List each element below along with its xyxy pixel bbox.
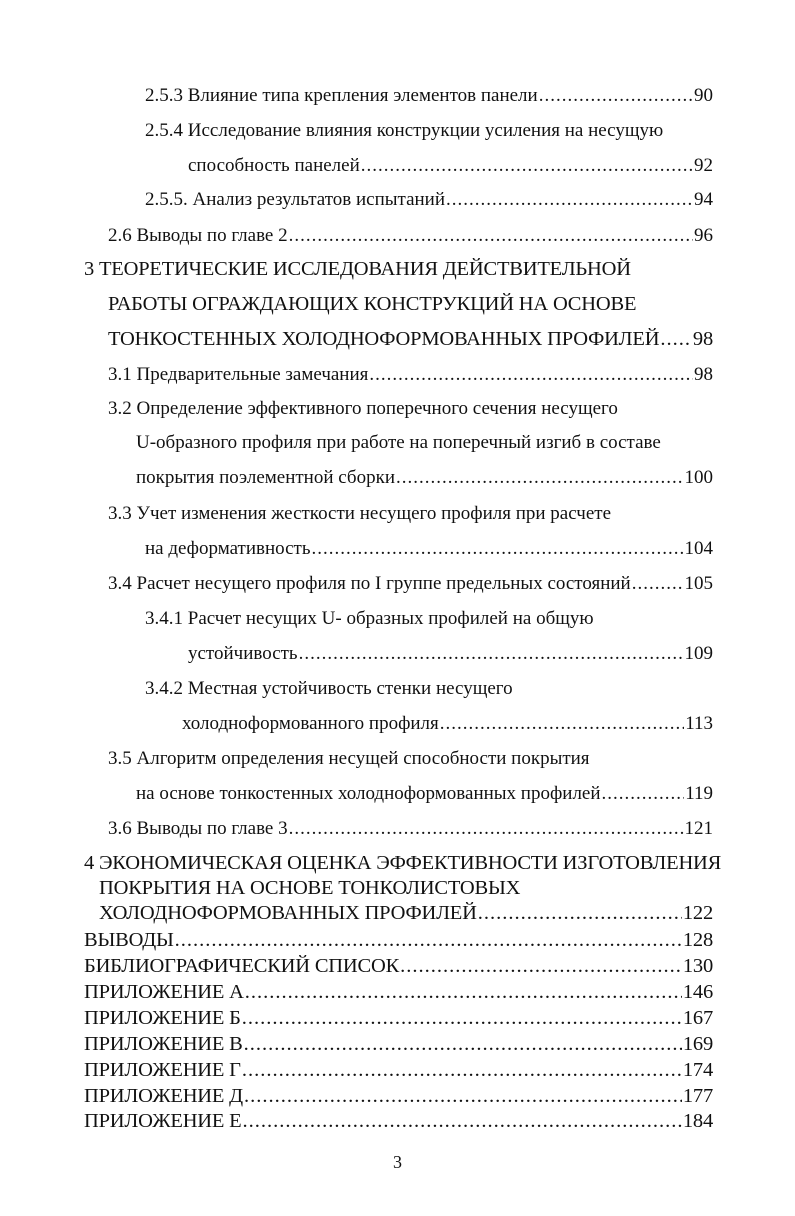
toc-entry-text: ПРИЛОЖЕНИЕ А — [84, 981, 244, 1003]
toc-entry-3-1 — [108, 364, 713, 386]
toc-page-number: 92 — [694, 155, 713, 176]
toc-entry-3-4-2-line1: 3.4.2 Местная устойчивость стенки несущего — [145, 678, 513, 699]
toc-entry-2-5-5 — [145, 189, 713, 211]
toc-appendix-b — [84, 1007, 713, 1029]
toc-page-number: 96 — [694, 225, 713, 246]
toc-page-number: 119 — [685, 783, 713, 804]
toc-entry-text: 2.5.3 Влияние типа крепления элементов панели — [145, 85, 538, 106]
toc-page-number: 130 — [682, 955, 713, 977]
toc-leader-dots — [400, 955, 682, 977]
toc-leader-dots — [244, 1033, 682, 1055]
toc-bibliography — [84, 955, 713, 977]
toc-page-number: 174 — [682, 1059, 713, 1081]
toc-entry-3-4-2 — [182, 713, 713, 735]
toc-entry-text: 3.6 Выводы по главе 3 — [108, 818, 288, 839]
toc-appendix-d — [84, 1085, 713, 1107]
toc-leader-dots — [539, 85, 693, 107]
toc-leader-dots — [446, 189, 693, 211]
toc-page-number: 169 — [682, 1033, 713, 1055]
toc-leader-dots — [632, 573, 684, 595]
toc-entry-3-2-line1: 3.2 Определение эффективного поперечного сечения несущего — [108, 398, 618, 419]
toc-page-number: 113 — [685, 713, 713, 734]
toc-entry-text: способность панелей — [188, 155, 360, 176]
toc-appendix-e — [84, 1110, 713, 1132]
toc-leader-dots — [602, 783, 685, 805]
toc-entry-text: ПРИЛОЖЕНИЕ Б — [84, 1007, 241, 1029]
toc-leader-dots — [244, 1085, 682, 1107]
toc-leader-dots — [289, 818, 684, 840]
toc-entry-text: ТОНКОСТЕННЫХ ХОЛОДНОФОРМОВАННЫХ ПРОФИЛЕЙ — [108, 328, 660, 350]
toc-leader-dots — [396, 467, 684, 489]
toc-page-number: 167 — [682, 1007, 713, 1029]
toc-appendix-g — [84, 1059, 713, 1081]
toc-entry-3-2 — [136, 467, 713, 489]
toc-page-number: 109 — [684, 643, 713, 664]
toc-leader-dots — [478, 902, 682, 924]
toc-entry-3-5 — [136, 783, 713, 805]
toc-entry-2-6 — [108, 225, 713, 247]
toc-leader-dots — [289, 225, 693, 247]
toc-page-number: 105 — [684, 573, 713, 594]
toc-entry-text: 2.6 Выводы по главе 2 — [108, 225, 288, 246]
toc-page-number: 100 — [684, 467, 713, 488]
toc-entry-text: покрытия поэлементной сборки — [136, 467, 395, 488]
toc-entry-text: 3.1 Предварительные замечания — [108, 364, 369, 385]
toc-entry-text: ПРИЛОЖЕНИЕ В — [84, 1033, 243, 1055]
toc-entry-3-2-line2: U-образного профиля при работе на поперечный изгиб в составе — [136, 432, 661, 453]
toc-leader-dots — [242, 1007, 682, 1029]
toc-chapter-3-line1: 3 ТЕОРЕТИЧЕСКИЕ ИССЛЕДОВАНИЯ ДЕЙСТВИТЕЛЬНОЙ — [84, 258, 631, 280]
toc-entry-3-3 — [145, 538, 713, 560]
toc-appendix-a — [84, 981, 713, 1003]
toc-chapter-3-line2: РАБОТЫ ОГРАЖДАЮЩИХ КОНСТРУКЦИЙ НА ОСНОВЕ — [108, 293, 637, 315]
toc-entry-text: 2.5.5. Анализ результатов испытаний — [145, 189, 446, 210]
toc-page-number: 177 — [682, 1085, 713, 1107]
toc-entry-3-4-1 — [188, 643, 713, 665]
toc-entry-3-4 — [108, 573, 713, 595]
toc-entry-text: на деформативность — [145, 538, 311, 559]
toc-leader-dots — [245, 981, 682, 1003]
toc-leader-dots — [440, 713, 684, 735]
toc-entry-text: БИБЛИОГРАФИЧЕСКИЙ СПИСОК — [84, 955, 400, 977]
toc-entry-2-5-4 — [188, 155, 713, 177]
toc-entry-2-5-4-line1: 2.5.4 Исследование влияния конструкции усиления на несущую — [145, 120, 664, 141]
toc-entry-3-6 — [108, 818, 713, 840]
toc-entry-text: на основе тонкостенных холодноформованных профилей — [136, 783, 601, 804]
toc-leader-dots — [242, 1059, 682, 1081]
toc-leader-dots — [369, 364, 693, 386]
toc-page-number: 122 — [682, 902, 713, 924]
toc-entry-text: ХОЛОДНОФОРМОВАННЫХ ПРОФИЛЕЙ — [99, 902, 477, 924]
toc-entry-3-3-line1: 3.3 Учет изменения жесткости несущего профиля при расчете — [108, 503, 611, 524]
toc-page-number: 98 — [694, 364, 713, 385]
toc-page-number: 121 — [684, 818, 713, 839]
toc-leader-dots — [299, 643, 684, 665]
toc-page-number: 90 — [694, 85, 713, 106]
toc-conclusions — [84, 929, 713, 951]
toc-leader-dots — [312, 538, 684, 560]
toc-entry-text: 3.4 Расчет несущего профиля по I группе предельных состояний — [108, 573, 631, 594]
toc-entry-text: холодноформованного профиля — [182, 713, 439, 734]
toc-page-number: 94 — [694, 189, 713, 210]
toc-entry-3-4-1-line1: 3.4.1 Расчет несущих U- образных профилей на общую — [145, 608, 594, 629]
toc-leader-dots — [660, 328, 692, 350]
toc-page-number: 146 — [682, 981, 713, 1003]
toc-page-number: 104 — [684, 538, 713, 559]
toc-page-number: 128 — [682, 929, 713, 951]
toc-entry-3-5-line1: 3.5 Алгоритм определения несущей способности покрытия — [108, 748, 590, 769]
toc-chapter-3 — [108, 328, 713, 350]
toc-leader-dots — [175, 929, 682, 951]
toc-entry-2-5-3 — [145, 85, 713, 107]
page-number: 3 — [393, 1152, 402, 1172]
toc-entry-text: ПРИЛОЖЕНИЕ Г — [84, 1059, 241, 1081]
toc-entry-text: устойчивость — [188, 643, 298, 664]
toc-chapter-4-line2: ПОКРЫТИЯ НА ОСНОВЕ ТОНКОЛИСТОВЫХ — [99, 877, 521, 899]
toc-chapter-4 — [99, 902, 713, 924]
toc-chapter-4-line1: 4 ЭКОНОМИЧЕСКАЯ ОЦЕНКА ЭФФЕКТИВНОСТИ ИЗГОТОВЛЕНИЯ — [84, 852, 722, 874]
toc-page-number: 98 — [692, 328, 713, 350]
toc-leader-dots — [361, 155, 693, 177]
toc-appendix-v — [84, 1033, 713, 1055]
toc-page-number: 184 — [682, 1110, 713, 1132]
toc-entry-text: ПРИЛОЖЕНИЕ Е — [84, 1110, 242, 1132]
toc-entry-text: ПРИЛОЖЕНИЕ Д — [84, 1085, 243, 1107]
toc-leader-dots — [242, 1110, 681, 1132]
toc-entry-text: ВЫВОДЫ — [84, 929, 174, 951]
